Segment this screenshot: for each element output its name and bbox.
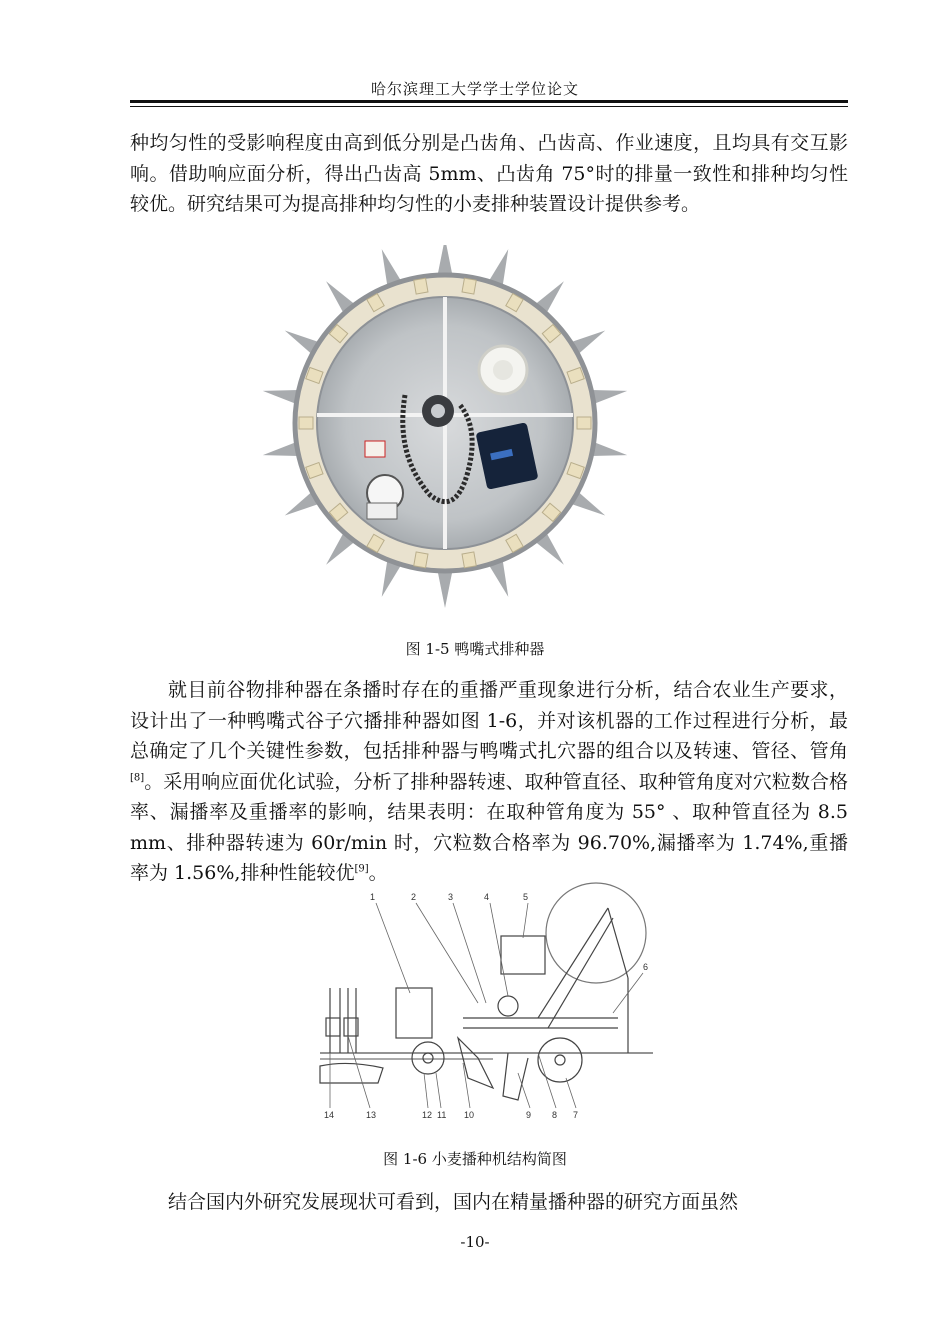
citation-8: [8]	[130, 772, 145, 784]
diagram-label-3: 3	[448, 892, 454, 902]
diagram-label-4: 4	[484, 892, 490, 902]
diagram-label-7: 7	[573, 1110, 579, 1120]
paragraph-2-text-c: 。	[368, 862, 388, 884]
diagram-label-2: 2	[411, 892, 417, 902]
diagram-label-13: 13	[366, 1110, 377, 1120]
citation-9: [9]	[354, 863, 369, 875]
diagram-label-14: 14	[324, 1110, 335, 1120]
duckbill-seeder-photo	[255, 245, 725, 625]
paragraph-1: 种均匀性的受影响程度由高到低分别是凸齿角、凸齿高、作业速度，且均具有交互影响。借助响应面分析，得出凸齿高 5mm、凸齿角 75°时的排量一致性和排种均匀性较优。研究结果可为提高排种均匀性的小麦排种装置设计提供参考。	[130, 132, 848, 215]
diagram-label-10: 10	[464, 1110, 475, 1120]
figure-1-6-caption: 图 1-6 小麦播种机结构简图	[383, 1150, 567, 1168]
diagram-label-11: 11	[437, 1110, 447, 1120]
paragraph-3: 结合国内外研究发展现状可看到，国内在精量播种器的研究方面虽然	[168, 1191, 739, 1213]
header-rule-thick	[130, 100, 848, 103]
wheat-seeder-diagram	[318, 878, 660, 1128]
diagram-label-8: 8	[552, 1110, 558, 1120]
paragraph-2	[130, 675, 848, 889]
diagram-label-5: 5	[523, 892, 529, 902]
paragraph-2-text-b: 。采用响应面优化试验，分析了排种器转速、取种管直径、取种管角度对穴粒数合格率、漏播率及重播率的影响，结果表明：在取种管角度为 55° 、取种管直径为 8.5 mm、排种器转速为 60r/min 时，穴粒数合格率为 96.70%,漏播率为 1.74%,重播率为 1.56%,排种性能较优	[130, 770, 848, 884]
paragraph-2-text-a: 就目前谷物排种器在条播时存在的重播严重现象进行分析，结合农业生产要求，设计出了一种鸭嘴式谷子穴播排种器如图 1-6，并对该机器的工作过程进行分析，最总确定了几个关键性参数，包括排种器与鸭嘴式扎穴器的组合以及转速、管径、管角	[130, 679, 848, 762]
page-number: -10-	[460, 1233, 490, 1251]
diagram-label-9: 9	[526, 1110, 532, 1120]
header-rule-thin	[130, 106, 848, 107]
running-header: 哈尔滨理工大学学士学位论文	[370, 80, 579, 98]
diagram-label-1: 1	[370, 892, 376, 902]
diagram-label-12: 12	[422, 1110, 433, 1120]
diagram-label-6: 6	[643, 962, 649, 972]
figure-1-5-caption: 图 1-5 鸭嘴式排种器	[405, 640, 545, 658]
